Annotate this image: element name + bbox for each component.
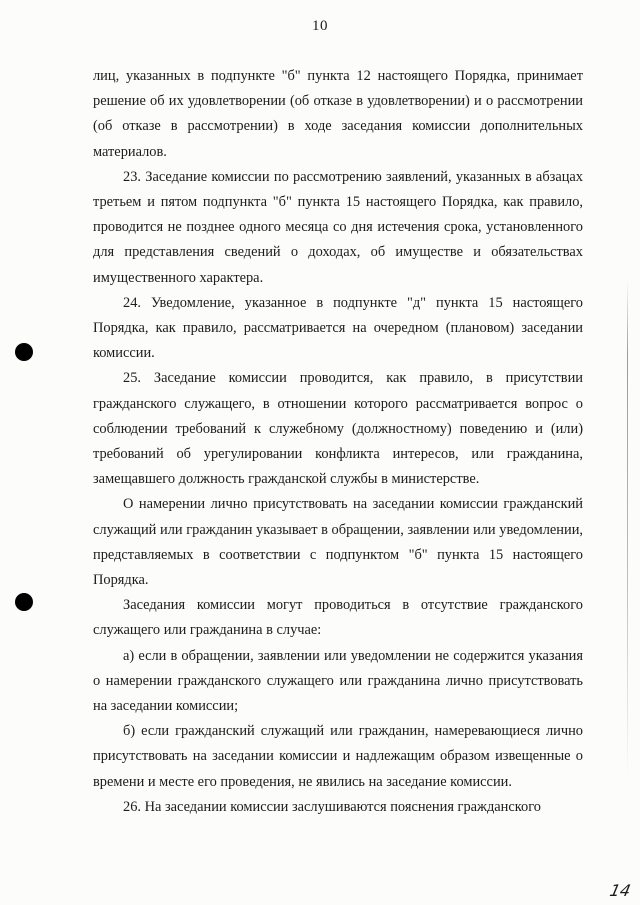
punch-hole-top xyxy=(15,343,33,361)
body-text xyxy=(93,64,583,820)
paragraph-item-25-intent: О намерении лично присутствовать на заседании комиссии гражданский служащий или гражданин указывает в обращении, заявлении или уведомлении, представляемых в соответствии с подпунктом "б" пункта 15 настоящего Порядка. xyxy=(93,496,583,589)
paragraph-item-25-a: а) если в обращении, заявлении или уведомлении не содержится указания о намерении гражданского служащего или гражданина лично присутствовать на заседании комиссии; xyxy=(93,647,583,715)
paragraph-item-25-b: б) если гражданский служащий или гражданин, намеревающиеся лично присутствовать на заседании комиссии и надлежащим образом извещенные о времени и месте его проведения, не явились на заседание комиссии. xyxy=(93,723,583,790)
paragraph-continuation: лиц, указанных в подпункте "б" пункта 12 настоящего Порядка, принимает решение об их удовлетворении (об отказе в удовлетворении) и о рассмотрении (об отказе в рассмотрении) в ходе заседания комиссии дополнительных материалов. xyxy=(93,68,583,160)
scan-edge-line xyxy=(627,280,628,780)
paragraph-item-25: 25. Заседание комиссии проводится, как правило, в присутствии гражданского служащего, в отношении которого рассматривается вопрос о соблюдении требований к служебному (должностному) поведению и (или) требований об урегулировании конфликта интересов, или гражданина, замещавшего должность гражданской службы в министерстве. xyxy=(93,370,583,488)
handwritten-sheet-number: 14 xyxy=(607,881,633,900)
paragraph-item-24: 24. Уведомление, указанное в подпункте "д" пункта 15 настоящего Порядка, как правило, рассматривается на очередном (плановом) заседании комиссии. xyxy=(93,294,583,362)
paragraph-item-23: 23. Заседание комиссии по рассмотрению заявлений, указанных в абзацах третьем и пятом подпункта "б" пункта 15 настоящего Порядка, как правило, проводится не позднее одного месяца со дня истечения срока, установленного для представления сведений о доходах, об имуществе и обязательствах имущественного характера. xyxy=(93,168,583,286)
paragraph-item-26: 26. На заседании комиссии заслушиваются пояснения гражданского xyxy=(123,798,541,815)
page-number: 10 xyxy=(312,18,328,34)
punch-hole-bottom xyxy=(15,593,33,611)
paragraph-item-25-absence: Заседания комиссии могут проводиться в отсутствие гражданского служащего или гражданина в случае: xyxy=(93,597,583,639)
